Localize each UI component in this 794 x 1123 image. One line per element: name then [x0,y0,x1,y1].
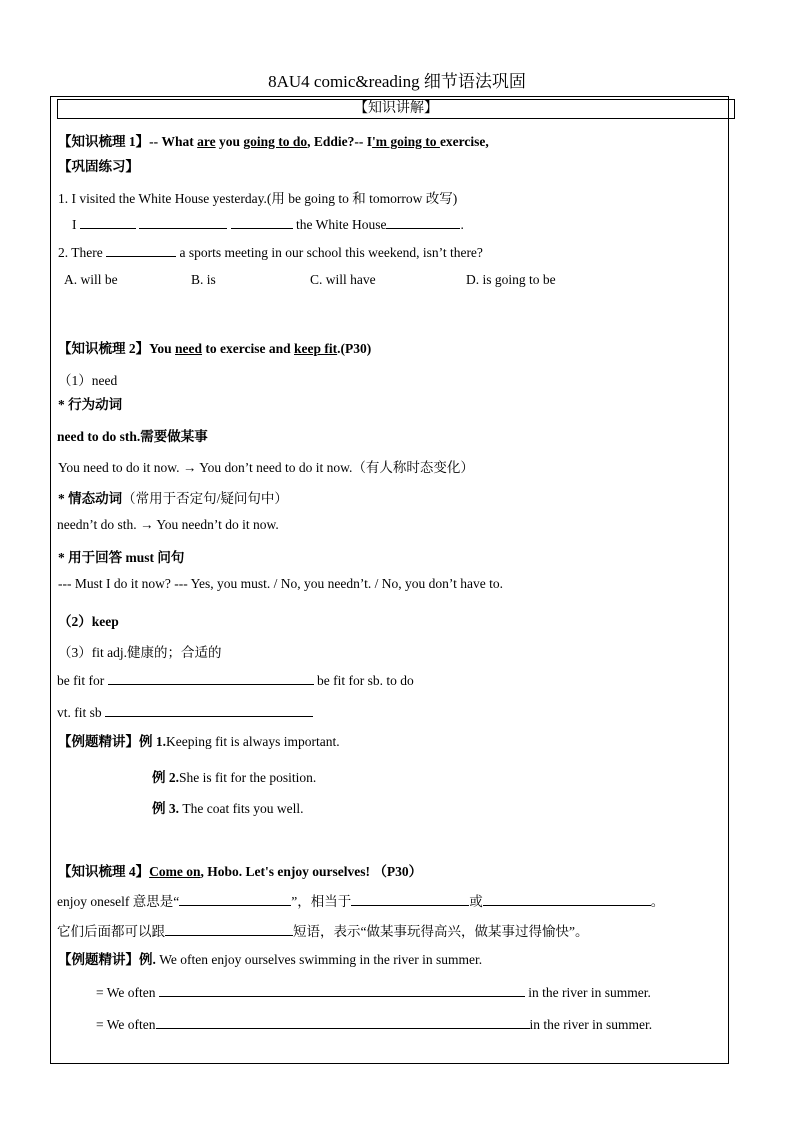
example-2: 例 2.She is fit for the position. [152,770,317,785]
answer-blank[interactable] [351,893,469,906]
section-header: 【知识讲解】 [57,99,735,119]
example-3: 例 3. The coat fits you well. [152,801,304,816]
must-dialogue: --- Must I do it now? --- Yes, you must. / No, you needn’t. / No, you don’t have to. [58,576,503,591]
rewrite-2: = We often in the river in summer. [96,1017,653,1032]
neednt-example: needn’t do sth. → You needn’t do it now. [57,517,279,532]
need-to-do-rule: need to do sth.需要做某事 [57,429,208,444]
option-c: C. will have [310,272,376,287]
answer-blank[interactable] [231,216,293,229]
rewrite-1: = We often in the river in summer. [96,985,651,1000]
topic-1-heading: 【知识梳理 1】-- What are you going to do, Eddie?-- I'm going to exercise, [58,134,489,149]
answer-blank[interactable] [179,893,291,906]
answer-blank[interactable] [156,1016,530,1029]
enjoy-oneself-line: enjoy oneself 意思是“ ”，相当于 或 。 [57,894,665,909]
practice-label: 【巩固练习】 [58,159,139,174]
option-b: B. is [191,272,216,287]
answer-blank[interactable] [105,704,313,717]
modal-verb-label: * 情态动词（常用于否定句/疑问句中） [58,491,288,506]
answer-blank[interactable] [106,244,176,257]
question-2: 2. There a sports meeting in our school this weekend, isn’t there? [58,245,483,260]
answer-blank[interactable] [165,923,293,936]
answer-blank[interactable] [159,984,525,997]
point-3-fit: （3）fit adj.健康的；合适的 [58,645,222,660]
page-title: 8AU4 comic&reading 细节语法巩固 [268,72,526,91]
question-1-blanks: I the White House . [72,217,464,232]
action-verb-label: * 行为动词 [58,397,123,412]
fit-sb-line: vt. fit sb [57,704,313,721]
example-1: 【例题精讲】例 1.Keeping fit is always important. [58,734,340,749]
option-a: A. will be [64,272,118,287]
question-1: 1. I visited the White House yesterday.(用 be going to 和 tomorrow 改写) [58,191,458,206]
follow-phrase-line: 它们后面都可以跟 短语，表示“做某事玩得高兴，做某事过得愉快”。 [57,924,589,939]
answer-blank[interactable] [80,216,136,229]
example-4: 【例题精讲】例. We often enjoy ourselves swimming in the river in summer. [58,952,483,967]
answer-blank[interactable] [108,672,314,685]
answer-blank[interactable] [386,216,460,229]
option-d: D. is going to be [466,272,556,287]
fit-for-line: be fit for be fit for sb. to do [57,673,414,688]
point-1-need: （1）need [58,373,118,388]
answer-blank[interactable] [483,893,651,906]
topic-4-heading: 【知识梳理 4】Come on, Hobo. Let's enjoy ourselves! （P30） [58,864,423,879]
point-2-keep: （2）keep [58,614,119,629]
topic-2-heading: 【知识梳理 2】You need to exercise and keep fit.(P30) [58,341,372,356]
answer-blank[interactable] [139,216,227,229]
must-answer-label: * 用于回答 must 问句 [58,550,185,565]
need-example: You need to do it now. → You don’t need to do it now.（有人称时态变化） [58,460,474,475]
